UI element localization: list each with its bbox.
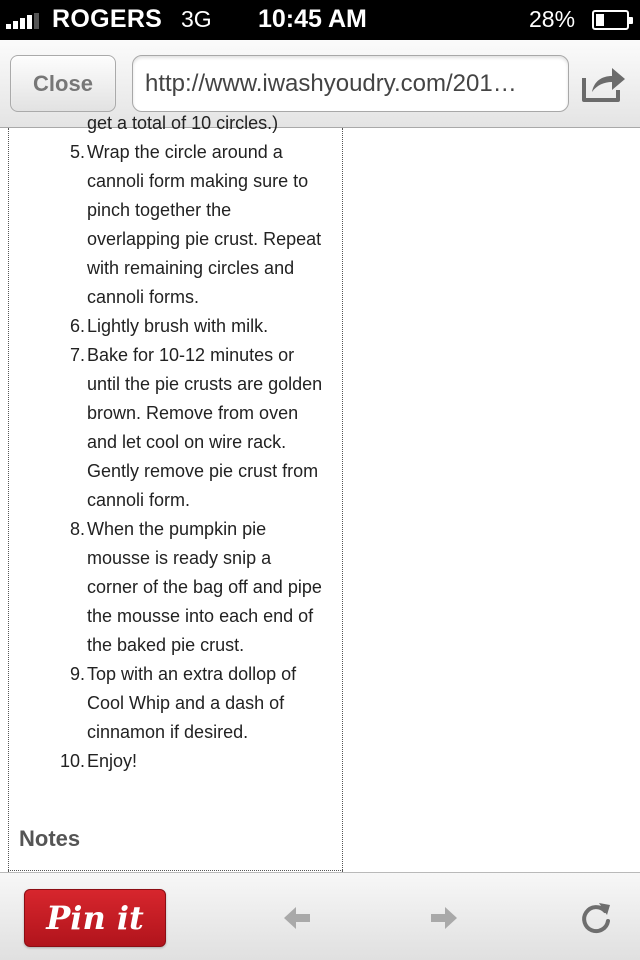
reload-icon[interactable] <box>580 901 612 935</box>
step-number: 5. <box>69 142 85 162</box>
status-bar <box>0 0 640 40</box>
battery-percentage: 28% <box>529 6 576 32</box>
list-item <box>0 747 330 776</box>
network-type: 3G <box>181 6 212 32</box>
carrier-name: ROGERS <box>52 5 163 33</box>
list-item <box>0 515 330 660</box>
step-number: 9. <box>69 664 85 684</box>
list-item <box>0 660 330 747</box>
step-text: When the pumpkin pie mousse is ready snip a corner of the bag off and pipe the mousse into each end of the baked pie crust. <box>87 519 322 655</box>
step-text: Lightly brush with milk. <box>87 316 269 336</box>
notes-heading: Notes <box>19 826 81 851</box>
step-number: 10. <box>59 751 85 771</box>
section-divider <box>8 870 343 871</box>
status-time: 10:45 AM <box>258 5 367 33</box>
forward-arrow-icon[interactable] <box>428 903 460 933</box>
list-item <box>0 312 330 341</box>
step-text: Enjoy! <box>87 751 138 771</box>
step-text: Top with an extra dollop of Cool Whip and a dash of cinnamon if desired. <box>87 664 297 742</box>
step-text: Bake for 10-12 minutes or until the pie crusts are golden brown. Remove from oven and let cool on wire rack. Gently remove pie crust from cannoli form. <box>87 345 323 510</box>
list-item <box>0 109 330 138</box>
column-border <box>342 128 343 872</box>
step-text: Wrap the circle around a cannoli form making sure to pinch together the overlapping pie crust. Repeat with remaining circles and cannoli forms. <box>87 142 322 307</box>
share-icon[interactable] <box>580 64 628 104</box>
close-button[interactable]: Close <box>10 55 116 112</box>
list-item <box>0 138 330 312</box>
step-number: 7. <box>69 345 85 365</box>
battery-icon <box>592 10 629 30</box>
url-field[interactable]: http://www.iwashyoudry.com/201… <box>132 55 569 112</box>
signal-strength-icon <box>6 13 42 29</box>
list-item <box>0 341 330 515</box>
cut-off-step-text: get a total of 10 circles.) <box>87 113 279 133</box>
pin-it-button[interactable]: Pin it <box>24 889 166 947</box>
step-number: 8. <box>69 519 85 539</box>
instructions-list <box>0 109 330 776</box>
step-number: 6. <box>69 316 85 336</box>
back-arrow-icon[interactable] <box>281 903 313 933</box>
page-content <box>0 113 640 872</box>
bottom-toolbar <box>0 872 640 960</box>
